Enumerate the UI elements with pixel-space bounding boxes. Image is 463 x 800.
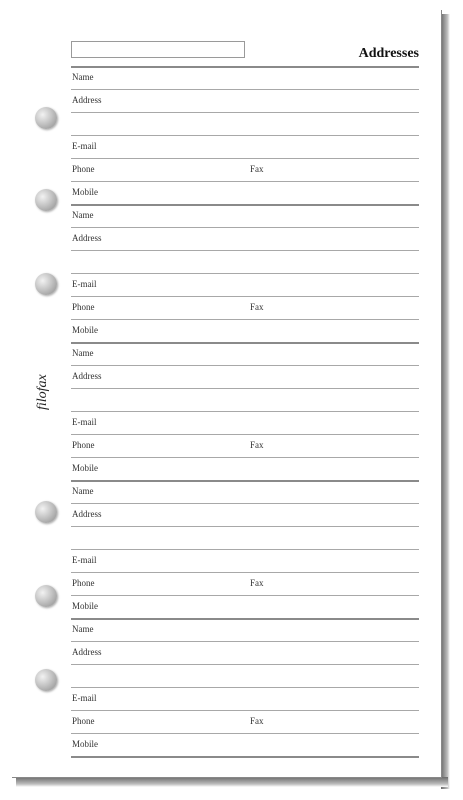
field-label-fax: Fax xyxy=(250,164,264,174)
entry-line[interactable] xyxy=(71,342,419,344)
field-label-email: E-mail xyxy=(72,279,97,289)
field-label-mobile: Mobile xyxy=(72,601,98,611)
entry-line[interactable] xyxy=(71,710,419,711)
entry-line[interactable] xyxy=(71,204,419,206)
field-label-fax: Fax xyxy=(250,302,264,312)
entry-line[interactable] xyxy=(71,273,419,274)
entry-line[interactable] xyxy=(71,572,419,573)
entry-line[interactable] xyxy=(71,250,419,251)
entry-line[interactable] xyxy=(71,733,419,734)
entry-line[interactable] xyxy=(71,480,419,482)
field-label-phone: Phone xyxy=(72,578,95,588)
field-label-fax: Fax xyxy=(250,440,264,450)
field-label-mobile: Mobile xyxy=(72,325,98,335)
field-label-name: Name xyxy=(72,624,94,634)
field-label-address: Address xyxy=(72,371,102,381)
entry-line[interactable] xyxy=(71,756,419,758)
field-label-email: E-mail xyxy=(72,417,97,427)
entry-line[interactable] xyxy=(71,503,419,504)
entry-line[interactable] xyxy=(71,89,419,90)
field-label-fax: Fax xyxy=(250,716,264,726)
field-label-address: Address xyxy=(72,233,102,243)
field-label-phone: Phone xyxy=(72,440,95,450)
field-label-email: E-mail xyxy=(72,555,97,565)
field-label-phone: Phone xyxy=(72,164,95,174)
entry-line[interactable] xyxy=(71,388,419,389)
entry-line[interactable] xyxy=(71,549,419,550)
entry-line[interactable] xyxy=(71,319,419,320)
field-label-name: Name xyxy=(72,348,94,358)
field-label-email: E-mail xyxy=(72,693,97,703)
entry-line[interactable] xyxy=(71,411,419,412)
field-label-phone: Phone xyxy=(72,716,95,726)
field-label-name: Name xyxy=(72,72,94,82)
field-label-mobile: Mobile xyxy=(72,187,98,197)
brand-logo: filofax xyxy=(35,374,50,410)
entry-line[interactable] xyxy=(71,227,419,228)
field-label-address: Address xyxy=(72,95,102,105)
field-label-fax: Fax xyxy=(250,578,264,588)
entry-line[interactable] xyxy=(71,457,419,458)
entry-line[interactable] xyxy=(71,687,419,688)
entry-line[interactable] xyxy=(71,664,419,665)
entry-line[interactable] xyxy=(71,158,419,159)
entry-line[interactable] xyxy=(71,618,419,620)
field-label-mobile: Mobile xyxy=(72,463,98,473)
entry-line[interactable] xyxy=(71,296,419,297)
entry-line[interactable] xyxy=(71,181,419,182)
field-label-phone: Phone xyxy=(72,302,95,312)
entry-line[interactable] xyxy=(71,365,419,366)
field-label-email: E-mail xyxy=(72,141,97,151)
entry-line[interactable] xyxy=(71,526,419,527)
field-label-mobile: Mobile xyxy=(72,739,98,749)
field-label-name: Name xyxy=(72,210,94,220)
entry-line[interactable] xyxy=(71,135,419,136)
entry-line[interactable] xyxy=(71,434,419,435)
field-label-name: Name xyxy=(72,486,94,496)
field-label-address: Address xyxy=(72,647,102,657)
entry-line[interactable] xyxy=(71,595,419,596)
field-label-address: Address xyxy=(72,509,102,519)
entry-line[interactable] xyxy=(71,641,419,642)
entry-line[interactable] xyxy=(71,112,419,113)
page-title: Addresses xyxy=(358,46,419,61)
